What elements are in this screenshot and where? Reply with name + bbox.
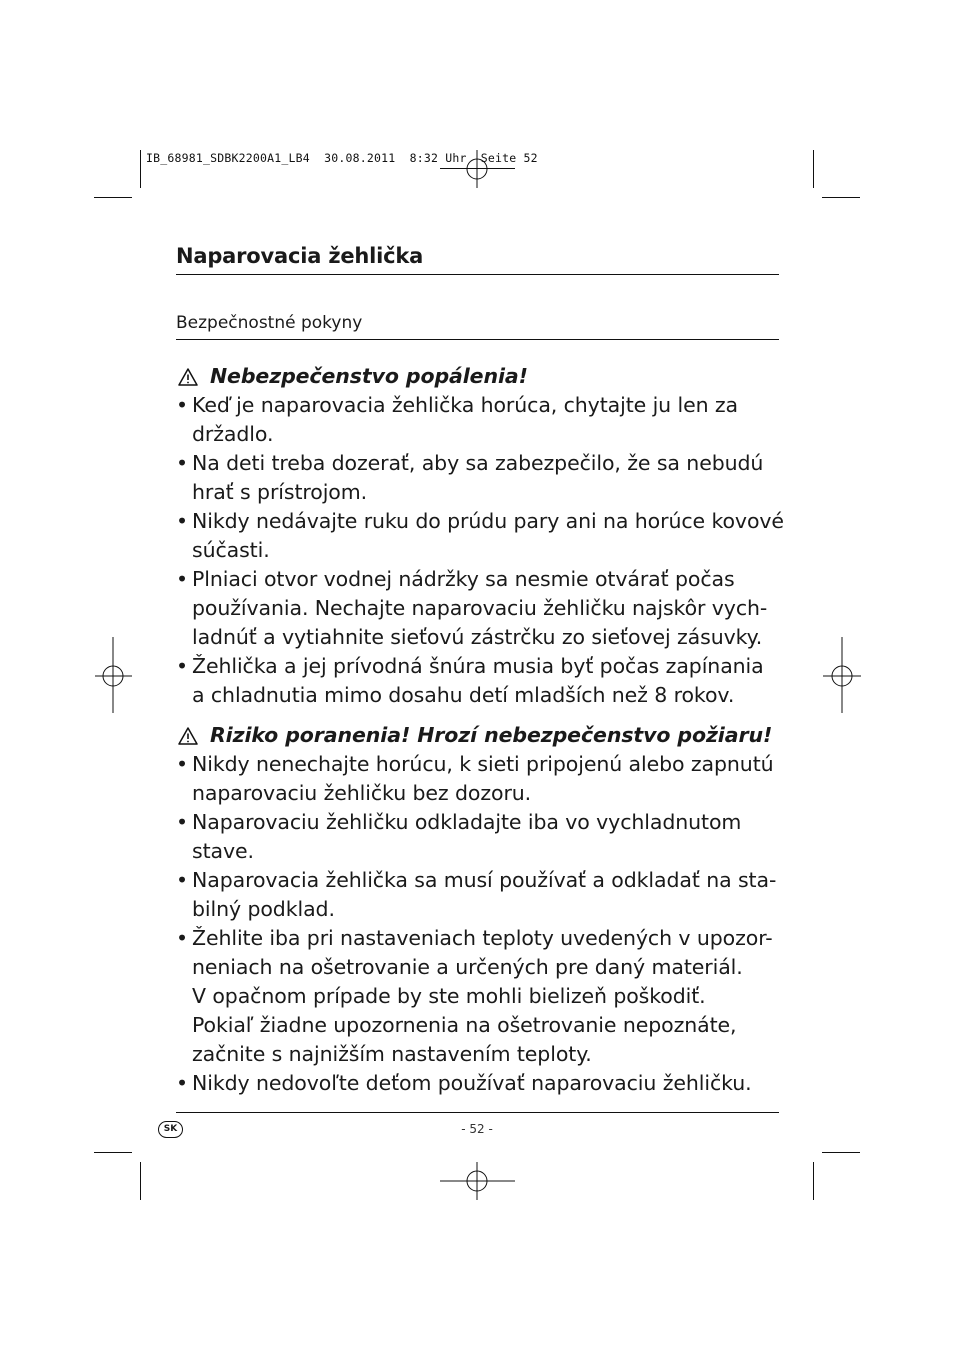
list-item-line: • Keď je naparovacia žehlička horúca, chytajte ju len za [192,393,739,417]
list-item-line: • Žehlite iba pri nastaveniach teploty uvedených v upozor- [192,926,773,950]
list-item-line: neniach na ošetrovanie a určených pre daný materiál. [192,955,743,979]
subtitle-rule [176,339,779,340]
warning-title: Nebezpečenstvo popálenia! [210,364,528,388]
list-item-line: • Žehlička a jej prívodná šnúra musia byť počas zapínania [192,654,764,678]
list-item-line: stave. [192,839,254,863]
print-slug: IB_68981_SDBK2200A1_LB4 30.08.2011 8:32 Uhr Seite 52 [146,151,538,165]
warning-block-fire [176,721,786,1098]
list-item-line: • Naparovacia žehlička sa musí používať a odkladať na sta- [192,868,777,892]
list-item-line: V opačnom prípade by ste mohli bielizeň poškodiť. [192,984,706,1008]
list-item-line: súčasti. [192,538,270,562]
list-item-line: • Plniaci otvor vodnej nádržky sa nesmie otvárať počas [192,567,735,591]
list-item-line: naparovaciu žehličku bez dozoru. [192,781,532,805]
list-item-line: Pokiaľ žiadne upozornenia na ošetrovanie nepoznáte, [192,1013,737,1037]
list-item [176,808,786,866]
list-item-line: • Na deti treba dozerať, aby sa zabezpečilo, že sa nebudú [192,451,764,475]
warning-heading [176,721,786,750]
list-item [176,565,786,652]
page-title: Naparovacia žehlička [176,244,424,268]
list-item-line: začnite s najnižším nastavením teploty. [192,1042,592,1066]
warning-heading [176,362,786,391]
footer-rule [176,1112,779,1113]
list-item-line: • Naparovaciu žehličku odkladajte iba vo vychladnutom [192,810,742,834]
list-item [176,507,786,565]
warning-list [176,391,786,710]
list-item-line: • Nikdy nedávajte ruku do prúdu pary ani na horúce kovové [192,509,784,533]
warning-triangle-icon [178,727,198,745]
section-subtitle: Bezpečnostné pokyny [176,313,363,333]
warning-list [176,750,786,1098]
list-item [176,652,786,710]
list-item-line: držadlo. [192,422,274,446]
list-item-line: a chladnutia mimo dosahu detí mladších než 8 rokov. [192,683,735,707]
list-item-line: • Nikdy nedovoľte deťom používať naparovaciu žehličku. [192,1071,752,1095]
title-rule [176,274,779,275]
list-item [176,449,786,507]
list-item-line: • Nikdy nenechajte horúcu, k sieti pripojenú alebo zapnutú [192,752,774,776]
list-item [176,750,786,808]
list-item [176,391,786,449]
list-item-line: ladnúť a vytiahnite sieťovú zástrčku zo sieťovej zásuvky. [192,625,763,649]
page-number: - 52 - [461,1122,493,1136]
warning-title: Riziko poranenia! Hrozí nebezpečenstvo požiaru! [210,723,773,747]
warning-triangle-icon [178,368,198,386]
list-item-line: používania. Nechajte naparovaciu žehličku najskôr vych- [192,596,768,620]
list-item [176,866,786,924]
warning-block-burn [176,362,786,710]
list-item-line: hrať s prístrojom. [192,480,368,504]
list-item-line: bilný podklad. [192,897,335,921]
language-badge: SK [158,1121,183,1138]
list-item [176,924,786,1069]
list-item [176,1069,786,1098]
